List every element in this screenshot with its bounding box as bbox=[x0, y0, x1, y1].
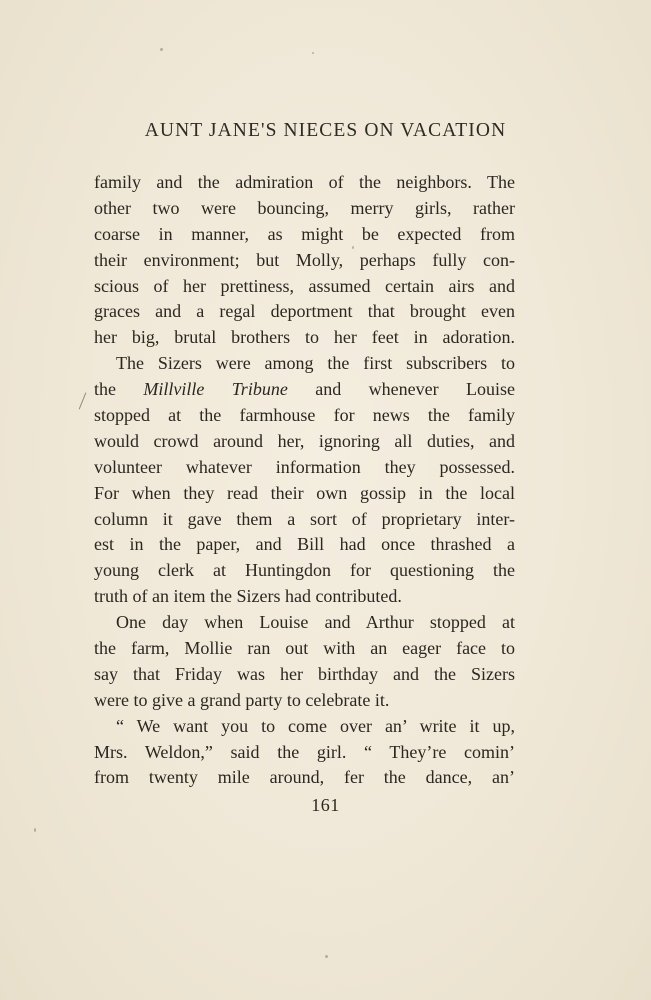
margin-mark bbox=[79, 392, 87, 409]
text-line bbox=[94, 636, 515, 662]
text-line bbox=[94, 248, 515, 274]
text-line bbox=[94, 765, 515, 791]
text-segment: other two were bouncing, merry girls, rather bbox=[94, 197, 515, 218]
page-number: 161 bbox=[311, 795, 340, 815]
text-line bbox=[94, 196, 515, 222]
text-line bbox=[94, 274, 515, 300]
text-segment: The Sizers were among the first subscribers to bbox=[116, 353, 515, 374]
text-line bbox=[94, 429, 515, 455]
text-line bbox=[94, 740, 515, 766]
text-line bbox=[94, 455, 515, 481]
text-line bbox=[94, 377, 515, 403]
paper-speck bbox=[325, 955, 328, 958]
text-segment: and whenever Louise bbox=[287, 379, 515, 400]
text-segment: For when they read their own gossip in the local bbox=[94, 482, 515, 503]
text-segment: were to give a grand party to celebrate it. bbox=[94, 689, 390, 710]
text-segment: say that Friday was her birthday and the Sizers bbox=[94, 663, 515, 684]
text-line bbox=[94, 170, 515, 196]
text-line bbox=[94, 688, 515, 714]
text-segment: the bbox=[94, 379, 144, 400]
paper-speck bbox=[312, 52, 314, 54]
text-segment: her big, brutal brothers to her feet in adoration. bbox=[94, 327, 515, 348]
text-line bbox=[94, 558, 515, 584]
paper-speck bbox=[34, 828, 36, 832]
body-text bbox=[94, 170, 515, 791]
paper-speck bbox=[160, 48, 163, 51]
text-segment: truth of an item the Sizers had contributed. bbox=[94, 586, 402, 607]
text-line bbox=[94, 610, 515, 636]
text-segment: One day when Louise and Arthur stopped at bbox=[116, 612, 515, 633]
text-segment: would crowd around her, ignoring all duties, and bbox=[94, 430, 515, 451]
text-line bbox=[94, 481, 515, 507]
text-line bbox=[94, 403, 515, 429]
text-line bbox=[94, 532, 515, 558]
text-segment: family and the admiration of the neighbors. The bbox=[94, 172, 515, 192]
text-segment: volunteer whatever information they possessed. bbox=[94, 456, 515, 477]
paper-speck bbox=[352, 246, 354, 249]
running-head: AUNT JANE'S NIECES ON VACATION bbox=[144, 120, 507, 141]
text-segment: coarse in manner, as might be expected from bbox=[94, 223, 515, 244]
text-segment: young clerk at Huntingdon for questioning the bbox=[94, 560, 515, 581]
text-line bbox=[94, 351, 515, 377]
text-line bbox=[94, 299, 515, 325]
text-segment: their environment; but Molly, perhaps fully con- bbox=[94, 249, 515, 270]
text-line bbox=[94, 662, 515, 688]
text-segment: est in the paper, and Bill had once thrashed a bbox=[94, 534, 515, 555]
text-line bbox=[94, 584, 515, 610]
italic-title: Millville Tribune bbox=[143, 379, 288, 400]
text-line bbox=[94, 507, 515, 533]
text-segment: stopped at the farmhouse for news the family bbox=[94, 405, 515, 426]
text-segment: scious of her prettiness, assumed certain airs and bbox=[94, 275, 515, 296]
text-segment: Mrs. Weldon,” said the girl. “ They’re comin’ bbox=[94, 741, 515, 762]
text-segment: column it gave them a sort of proprietary inter- bbox=[94, 508, 515, 529]
text-line bbox=[94, 325, 515, 351]
text-segment: graces and a regal deportment that brought even bbox=[94, 301, 515, 322]
text-segment: “ We want you to come over an’ write it up, bbox=[116, 715, 515, 736]
text-line bbox=[94, 222, 515, 248]
text-line bbox=[94, 714, 515, 740]
text-segment: the farm, Mollie ran out with an eager face to bbox=[94, 638, 515, 659]
text-segment: from twenty mile around, fer the dance, an’ bbox=[94, 767, 515, 788]
